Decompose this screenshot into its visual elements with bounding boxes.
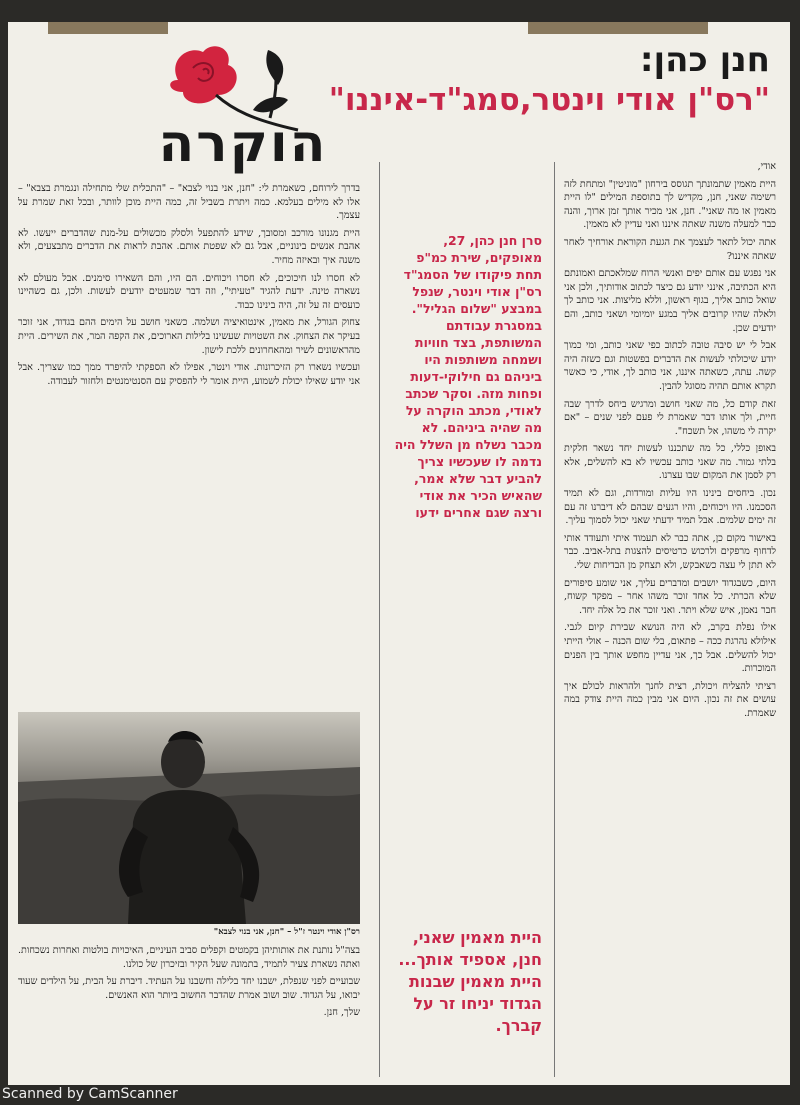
paragraph: היית מאמין שתמונתך תגוסס בירחון "מוניטין" ומתחת לזה רשימה שאני, חנן, מקדיש לך בתוספת המילים "לו היית מאמין או מה שאני". חנן, אני מכיר אותך זמן ארוך, והנה כבר למעלה משנה שאתה איננו ואני עדיין לא מאמין. [564,178,776,231]
tape-strip [48,22,168,34]
paragraph: היום, כשבגדוד יושבים ומדברים עליך, אני שומע סיפורים שלא הכרתי. כל אחד זוכר משהו אחר – מפקד קשוח, חבר נאמן, איש שלא ויתר. ואני זוכר את כל אלה יחד. [564,577,776,616]
intro-pink: סרן חנן כהן, 27, מאופקים, שירת כמ"פ תחת פיקודו של הסמג"ד רס"ן אודי וינטר, שנפל במבצע "שלום הגליל". במסגרת עבודתם המשותפת, בצד חוויות ושמחה משותפות היו ביניהם גם חילוקי-דעות ופחות מזה. וסקר שכתב לאודי, מכתב הוקרה על מה שהיה ביניהם. לא מכבר נשלח מן השלל היה נדמה לו שעכשיו צריך להביע דבר שלא אמר, שהאיש הכיר את אודי ורצה שגם אחרים ידעו [394,233,542,520]
soldier-photo-icon [18,712,360,924]
paragraph: בדרך לירוחם, כשאמרת לי: "חנן, אני בנוי לצבא" – "התכלית שלי מתחילה ונגמרת בצבא" – אלו לא מילים בעלמא. כמה ויתרת בשביל זה, כמה היית מוכן לוותר, ובכל זאת שמרת על עצמך. [18,183,360,222]
tribute-title: הוקרה [158,114,328,174]
body-column-left-bottom [18,944,360,1079]
column-divider [379,162,380,1077]
magazine-page [8,22,790,1085]
paragraph: זאת קודם כל, מה שאני חושב ומרגיש ביחס לדרך שבה חיית, ולך אותו דבר שאמרת לי פעם לפני שנים – "אם יקרה לי משהו, אל תשכח". [564,398,776,437]
pull-quote: היית מאמין שאני, חנן, אספיד אותך... היית מאמין שבנות הגדוד יניחו זר על קברך. [398,928,542,1035]
paragraph: צחוק הגורל, את מאמין, אינטואיציה ושלמה. כשאני חושב על הימים ההם בגדוד, אני זוכר בעיקר את הצחוק. את השטויות שעשינו בלילות הארוכים, את הקפה המר, את השירים. היית מהראשונים לשיר ומהאחרונים ללכת לישון. [18,317,360,356]
paragraph: אבל לי יש סיבה טובה לכתוב כפי שאני כותב, ומי כמוך יודע שיכולתי לעשות את הדברים בפשטות וגם כשזה היה קשה. עתה, כשאתה איננו, אני כותב לך, אודי, כי כאשר תקרא אותם תהיה מסוגל להבין. [564,340,776,392]
paragraph: בצה"ל נותנת את אותותיהן בקמטים וקפלים סביב העיניים, האיכויות בולטות ואחרות נשכחות. ואתה נשארת צעיר לתמיד, בתמונה שעל הקיר ובזיכרון של כולנו. [18,945,360,970]
paragraph: אודי, [757,161,776,172]
body-column-right [564,160,776,1080]
paragraph: שבועיים לפני שנפלת, ישבנו יחד בלילה וחשבנו על העתיד. דיברת על הבית, על הילדים שעוד יבואו, על הגדוד. שוב ושוב אמרת שהדבר החשוב ביותר הוא האנשים. [18,976,360,1001]
paragraph: ועכשיו נשארו רק הזיכרונות. אודי וינטר, אפילו לא הספקתי להיפרד ממך כמו שצריך. אבל אני יודע שאילו יכולת לשמוע, היית אומר לי להפסיק עם הסנטימנטים ולחזור לעבודה. [18,362,360,387]
tape-strip [528,22,708,34]
headline [290,40,770,120]
paragraph: שלך, חנן. [323,1007,360,1019]
paragraph: אתה יכול לתאר לעצמך את הגעת הקוראת אורחיך לאחר שאתה איננו? [564,236,776,262]
paragraph: באישור מקום כן, אתה כבר לא תעמוד איתי ותעודד אותי לדחוף מרפקים ולרכוש כרטיסים להצגות בתל-אביב. כבר לא תתן לי עצה כשאבקש, ולא תצחק מן הבדיחות שלי. [564,532,776,572]
scanner-watermark: Scanned by CamScanner [2,1086,178,1102]
paragraph: נכון. ביחסים בינינו היו עליות ומורדות, וגם לא תמיד הסכמנו. היו ויכוחים, והיו רגעים שבהם לא דיברנו זה עם זה ימים שלמים. אבל תמיד ידעתי שאני יכול לסמוך עליך. [564,488,776,527]
headline-line1: חנן כהן: [639,40,770,80]
paragraph: רציתי להצליח ויכולת, רצית לחנך ולהראות לכולם איך עושים את זה נכון. היום אני מבין כמה היית צודק במה שאמרת. [564,680,776,719]
paragraph: לא חסרו לנו חיכוכים, לא חסרו ויכוחים. הם היו, והם השאירו סימנים. אבל מעולם לא נשארה טינה. ידעת להגיד "טעיתי", וזה דבר שמעטים יודעים לעשות. ולכן, גם כשהיינו כועסים זה על זה, היה בינינו כבוד. [18,272,360,311]
paragraph: באופן כללי, כל מה שתכננו לעשות יחד נשאר חלקית בלתי גמור. מה שאני כותב עכשיו לא בא להשלים, אלא רק לסמן את המקום שבו עצרנו. [564,443,776,482]
headline-line2: "רס"ן אודי וינטר,סמג"ד-איננו" [328,82,770,118]
body-column-left [18,182,360,702]
column-divider [554,162,555,1077]
portrait-photo [18,712,360,924]
paragraph: אני נפגש עם אותם יפים ואנשי הרוח שמלאכתם ואמונתם היא הכתיבה, אינני יודע גם כיצד לכתוב אודותיך, ולכן אני שואל כותב אליך, בגוף ראשון, וללא מליצות. אני כותב לך ולאלה שהיו קרובים אליך במגע יומיומי ושאני כותב, והם יודעים שכן. [564,268,776,334]
paragraph: היית מגנונו מורכב ומסובך, שידע להתפעל ולסלק מכשולים על-מנת שהדברים ייעשו. לא אהבת אנשים בינוניים, אבל גם לא שפטת אותם. אהבת לראות את הדברים מתבצעים, ולא משנה איך ובאיזה מחיר. [18,227,360,266]
photo-caption: רס"ן אודי וינטר ז"ל – "חנן, אני בנוי לצבא" [213,927,360,937]
paragraph: אילו נפלת בקרב, לא היה הנושא שבירת קיום לגבי. אילולא נהרגת ככה – פתאום, בלי שום הכנה – אולי הייתי יכול להשלים. אבל כך, אני עדיין מחפש אותך בין הפנים המוכרות. [564,622,776,675]
